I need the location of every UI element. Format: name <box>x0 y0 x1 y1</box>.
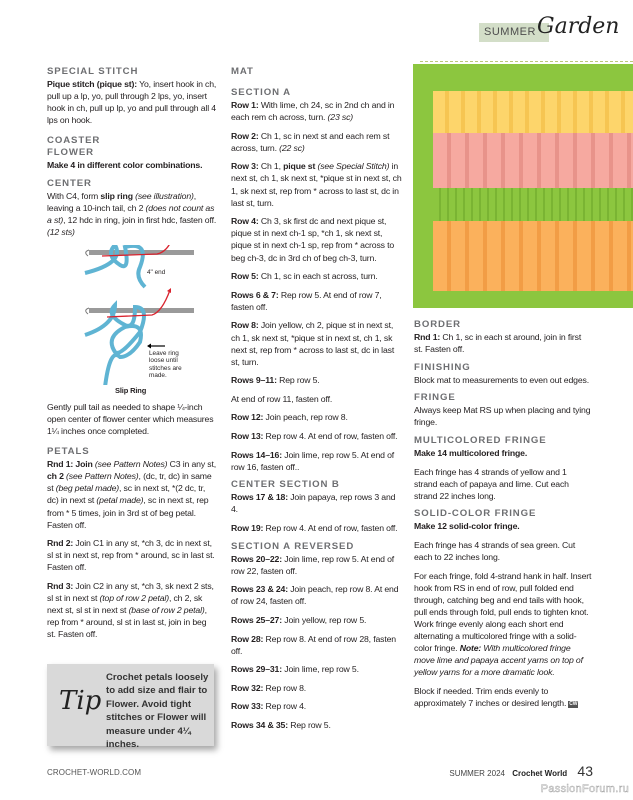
instruction-text: (see Pattern Notes) <box>92 459 168 470</box>
section-heading: MULTICOLORED FRINGE <box>414 434 547 446</box>
instruction-paragraph <box>47 401 217 437</box>
instruction-text: (see Special Stitch) <box>315 161 390 172</box>
instruction-paragraph <box>414 331 592 355</box>
footer-site: CROCHET-WORLD.COM <box>47 768 142 777</box>
section-heading: CENTER SECTION B <box>231 479 340 491</box>
instruction-paragraph <box>231 614 403 626</box>
instruction-text: Rep row 4. At end of row, fasten off. <box>263 523 398 534</box>
instruction-text: (beg petal made) <box>55 483 120 494</box>
instruction-paragraph <box>414 404 592 428</box>
header-divider <box>420 61 633 62</box>
instruction-paragraph <box>414 374 592 386</box>
section-heading: PETALS <box>47 446 90 458</box>
instruction-label: Rnd 1: <box>414 332 441 342</box>
instruction-label: Make 4 in different color combinations. <box>47 160 203 171</box>
instruction-label: Row 8: <box>231 320 259 331</box>
instruction-text: , sc in next st, *(2 dc, tr, dc) in next st <box>47 483 206 506</box>
instruction-text: Block mat to measurements to even out edges. <box>414 374 589 385</box>
instruction-label: Rnd 1: Join <box>47 459 93 470</box>
instruction-text: Rep row 8. <box>263 682 307 693</box>
section-heading: SPECIAL STITCH <box>47 66 139 77</box>
instruction-label: Row 2: <box>231 130 259 141</box>
instruction-label: slip ring <box>100 190 133 201</box>
instruction-paragraph <box>231 633 403 657</box>
instruction-paragraph <box>47 159 217 171</box>
instruction-text: Join C1 in any st, *ch 3, dc in next st, sl st in next st, rep from * around, sc in last st. Fasten off. <box>47 538 215 573</box>
instruction-text: (22 sc) <box>279 142 305 153</box>
instruction-label: Row 3: <box>231 161 259 172</box>
instruction-label: Rows 29–31: <box>231 664 282 675</box>
watermark: PassionForum.ru <box>540 783 629 795</box>
instruction-text: (see illustration) <box>132 190 194 201</box>
instruction-paragraph <box>231 319 403 367</box>
instruction-text: , sc in next st, rep from * 5 times, join in 3rd st of beg petal. Fasten off. <box>47 495 209 530</box>
instruction-paragraph <box>47 78 217 126</box>
tip-text: Crochet petals loosely to add size and flair to Flower. Avoid tight stitches or Flower will measure under 4¼ inches. <box>106 672 209 751</box>
crochet-mat-photo <box>413 64 633 308</box>
instruction-text: Join yellow, rep row 5. <box>281 615 367 625</box>
instruction-label: Rows 34 & 35: <box>231 720 288 731</box>
instruction-paragraph <box>414 520 592 532</box>
instruction-label: Make 14 multicolored fringe. <box>414 447 528 458</box>
instruction-text: Rep row 5. <box>276 375 320 386</box>
instruction-text: (23 sc) <box>327 112 354 123</box>
instruction-text: Rep row 4. <box>263 701 307 712</box>
instruction-label: Rnd 2: <box>47 538 74 549</box>
instruction-text: Always keep Mat RS up when placing and tying fringe. <box>414 405 591 428</box>
instruction-paragraph <box>231 411 403 423</box>
instruction-paragraph <box>414 570 592 679</box>
section-heading: FINISHING <box>414 361 471 373</box>
instruction-label: Row 28: <box>231 633 264 644</box>
instruction-paragraph <box>414 466 592 502</box>
instruction-text: (12 sts) <box>47 227 75 238</box>
instruction-paragraph <box>231 430 403 442</box>
instruction-paragraph <box>231 663 403 675</box>
instruction-paragraph <box>231 374 403 386</box>
instruction-label: Row 19: <box>231 523 264 534</box>
instruction-label: ch 2 <box>47 471 64 482</box>
instruction-text: Join yellow, ch 2, pique st in next st, ch 1, sk next st, *pique st in next st, ch 1, sk next st, rep from * across to last st, dc in last st, turn. <box>231 320 395 367</box>
instruction-text: With C4, form <box>47 190 101 201</box>
section-heading: FLOWER <box>47 147 94 159</box>
instruction-label: Rows 23 & 24: <box>231 584 288 595</box>
instruction-text: Join C2 in any st, *ch 3, sk next 2 sts, sl st in next st <box>47 580 214 604</box>
instruction-text: Ch 1, sc in each st across, turn. <box>258 271 378 282</box>
instruction-text: (petal made) <box>96 495 144 506</box>
instruction-label: Row 32: <box>231 682 264 693</box>
instruction-text: Join lime, rep row 5. At end of row 16, fasten off.. <box>231 449 395 472</box>
instruction-label: Pique stitch (pique st): <box>47 79 138 89</box>
instruction-text: Ch 3, sk first dc and next pique st, pique st in next ch-1 sp, *ch 1, sk next st, pique st in next ch-1 sp, rep from * across to beg ch-3, dc in 3rd ch of beg ch-3, turn. <box>231 216 395 263</box>
instruction-text: Join lime, rep row 5. <box>281 664 359 675</box>
footer-folio <box>449 763 593 779</box>
instruction-text: in next st, ch 1, sk next st, *pique st in next st, ch 1, sk next st, rep from * across to last st, dc in last st, turn. <box>231 161 402 208</box>
instruction-label: Row 12: <box>231 412 264 423</box>
slip-ring-diagram <box>47 245 217 385</box>
instruction-label: Rows 6 & 7: <box>231 289 279 300</box>
instruction-text: (base of row 2 petal) <box>128 605 205 616</box>
section-heading: CENTER <box>47 177 92 189</box>
figure-caption: Slip Ring <box>115 385 147 395</box>
instruction-text: Rep row 4. At end of row, fasten off. <box>263 431 398 442</box>
instruction-text: Yo, insert hook in ch, pull up a lp, yo, pull through 2 lps, yo, insert hook in ch, pull up lp, yo and pull through all 4 lps on hook. <box>47 79 217 126</box>
instruction-text: With multicolored fringe move lime and papaya accent yarns on top of yellow yarns for a more dramatic look. <box>414 643 583 678</box>
instruction-text: Ch 1, sc in next st and each rem st across, turn. <box>231 130 390 153</box>
footer-magazine: Crochet World <box>512 769 568 778</box>
section-heading: BORDER <box>414 319 461 330</box>
instruction-label: Row 4: <box>231 216 259 227</box>
instruction-label: Rows 25–27: <box>231 615 282 625</box>
instruction-text: , leaving a 10-inch tail, ch 2 <box>47 190 197 214</box>
instruction-paragraph <box>231 449 403 473</box>
instruction-paragraph <box>47 580 217 640</box>
instruction-paragraph <box>414 685 592 709</box>
instruction-paragraph <box>414 447 592 459</box>
column-left <box>47 66 217 647</box>
instruction-text: , (dc, tr, dc) in same st <box>47 471 212 494</box>
instruction-text: (does not count as a st) <box>47 203 215 226</box>
instruction-text: At end of row 11, fasten off. <box>231 393 333 404</box>
instruction-paragraph <box>231 553 403 577</box>
instruction-text: (see Pattern Notes) <box>63 471 139 482</box>
instruction-paragraph <box>231 522 403 534</box>
instruction-label: Row 5: <box>231 271 259 282</box>
instruction-text: For each fringe, fold 4-strand hank in half. Insert hook from RS in end of row, pull folded end through, catching beg and end tails with hook, pull ends through fold, pull ends to tighten knot. Work fringe evenly along each short end alternating a multicolored fringe with a solid-color fringe. <box>414 570 592 654</box>
instruction-text: C3 in any st, <box>167 459 217 470</box>
instruction-text: Join peach, rep row 8. At end of row 24, fasten off. <box>231 584 399 607</box>
instruction-label: Rows 17 & 18: <box>231 492 288 503</box>
instruction-paragraph <box>231 99 403 123</box>
instruction-label: Make 12 solid-color fringe. <box>414 521 520 532</box>
instruction-label: Rows 9–11: <box>231 375 277 386</box>
instruction-text: Ch 1, <box>258 161 284 172</box>
instruction-text: Join papaya, rep rows 3 and 4. <box>231 492 396 515</box>
instruction-paragraph <box>231 160 403 208</box>
instruction-paragraph <box>231 393 403 405</box>
instruction-paragraph <box>231 270 403 282</box>
instruction-text: Ch 1, sc in each st around, join in first st. Fasten off. <box>414 332 582 355</box>
instruction-text: Gently pull tail as needed to shape ¼-inch open center of flower center which measures 1¼ inches once completed. <box>47 401 214 437</box>
column-middle <box>231 66 403 738</box>
instruction-text: Each fringe has 4 strands of sea green. Cut each to 22 inches long. <box>414 539 576 563</box>
slip-ring-illustration <box>47 245 217 397</box>
instruction-text: (top of row 2 petal) <box>99 593 169 604</box>
instruction-label: Note: <box>459 643 482 654</box>
instruction-label: Rows 20–22: <box>231 553 282 564</box>
instruction-text: Rep row 5. <box>287 720 331 731</box>
instruction-text: Block if needed. Trim ends evenly to approximately 7 inches or desired length. <box>414 685 567 709</box>
instruction-text: , rep from * around, sl st in last st, join in beg st. Fasten off. <box>47 605 207 640</box>
instruction-paragraph <box>231 583 403 607</box>
badge-summer: SUMMER <box>484 26 536 38</box>
section-heading: SECTION A REVERSED <box>231 540 355 552</box>
section-heading: FRINGE <box>414 392 456 404</box>
ring-note: Leave ring loose until stitches are made. <box>149 349 182 380</box>
page-number: 43 <box>577 763 593 779</box>
instruction-text: Join peach, rep row 8. <box>263 412 348 423</box>
instruction-text: Rep row 5. At end of row 7, fasten off. <box>231 289 382 312</box>
section-heading: SECTION A <box>231 87 291 98</box>
instruction-paragraph <box>231 719 403 731</box>
instruction-paragraph <box>47 190 217 238</box>
instruction-paragraph <box>47 458 217 531</box>
instruction-text: , ch 2, sk next st, sl st in next st <box>47 593 203 616</box>
badge-garden-script: Garden <box>537 14 620 39</box>
instruction-paragraph <box>231 130 403 154</box>
instruction-label: Rows 14–16: <box>231 449 282 460</box>
tip-box <box>47 664 214 751</box>
instruction-label: Rnd 3: <box>47 580 74 591</box>
instruction-text: Each fringe has 4 strands of yellow and 1 strand each of papaya and lime. Cut each strand 22 inches long. <box>414 466 569 501</box>
instruction-label: Row 13: <box>231 431 264 442</box>
column-right <box>414 319 592 716</box>
instruction-paragraph <box>231 700 403 712</box>
instruction-text: , 12 hdc in ring, join in first hdc, fasten off. <box>63 215 217 226</box>
footer-issue: SUMMER 2024 <box>449 769 505 778</box>
instruction-label: Row 33: <box>231 701 264 712</box>
section-heading: MAT <box>231 66 254 77</box>
instruction-text: Rep row 8. At end of row 28, fasten off. <box>231 633 396 656</box>
instruction-label: Row 1: <box>231 100 259 110</box>
instruction-paragraph <box>231 682 403 694</box>
instruction-paragraph <box>414 539 592 563</box>
instruction-paragraph <box>231 215 403 263</box>
section-heading: COASTER <box>47 135 101 147</box>
tail-label: 4" end <box>147 268 166 276</box>
tip-script-label: Tip <box>59 686 102 716</box>
instruction-paragraph <box>231 289 403 313</box>
instruction-text: With lime, ch 24, sc in 2nd ch and in each rem ch across, turn. <box>231 100 395 123</box>
cw-end-mark: CW <box>569 701 578 708</box>
instruction-paragraph <box>47 537 217 573</box>
instruction-paragraph <box>231 491 403 515</box>
instruction-text: Join lime, rep row 5. At end of row 22, fasten off. <box>231 553 395 576</box>
section-heading: SOLID-COLOR FRINGE <box>414 508 537 520</box>
instruction-label: pique st <box>283 161 316 172</box>
